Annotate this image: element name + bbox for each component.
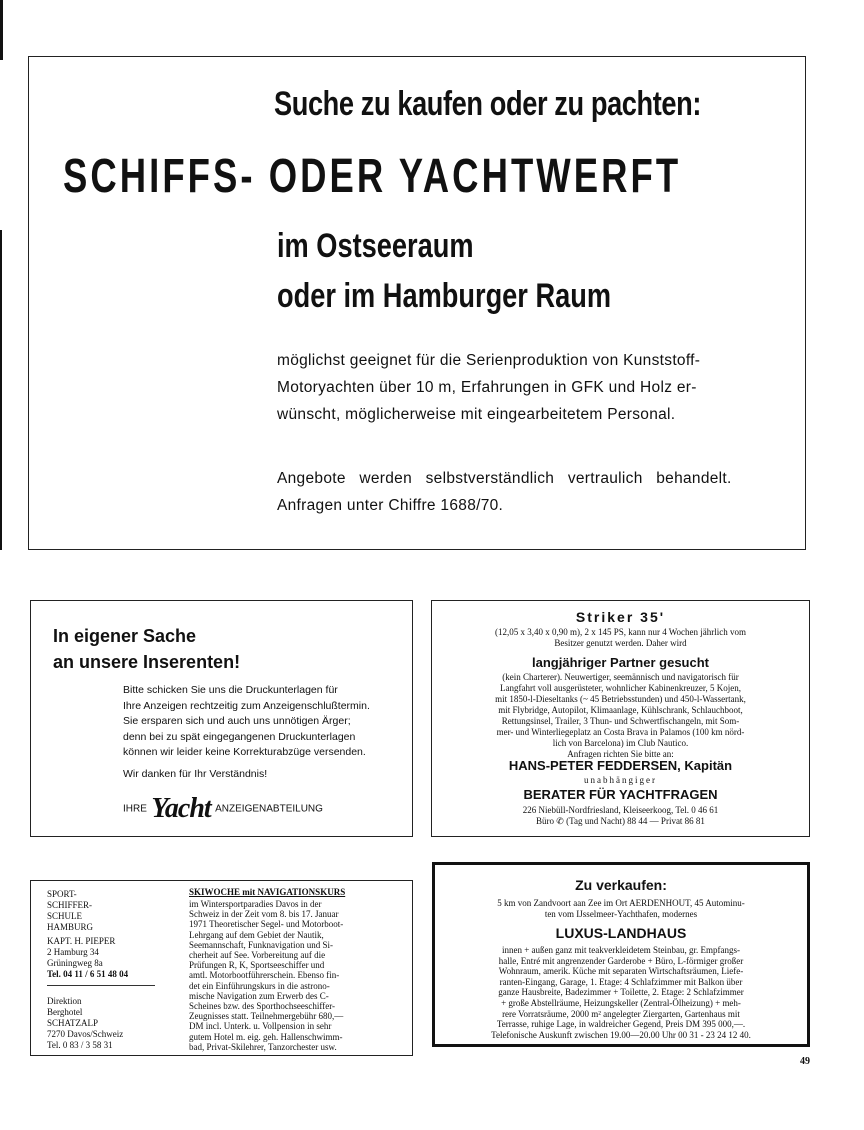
- striker-name: HANS-PETER FEDDERSEN, Kapitän: [508, 758, 733, 773]
- notice-body-line: Bitte schicken Sie uns die Druckunterlagen für: [123, 684, 338, 696]
- main-ad: [28, 56, 806, 550]
- striker-specs-line: (12,05 x 3,40 x 0,90 m), 2 x 145 PS, kann nur 4 Wochen jährlich vom: [494, 627, 747, 637]
- school-address-line: Grüningweg 8a: [47, 958, 103, 968]
- school-body-line: gutem Hotel m. eig. geh. Hallenschwimm-: [189, 1031, 343, 1042]
- school-body-line: 1971 Theoretischer Segel- und Motorboot-: [189, 919, 344, 930]
- landhaus-body-line: ganze Hausbreite, Badezimmer + Toilette, 2. Etage: 2 Schlafzimmer: [498, 987, 744, 998]
- school-body-line: Lehrgang auf dem Gebiet der Nautik,: [189, 929, 324, 940]
- school-owner: KAPT. H. PIEPER: [47, 936, 116, 946]
- school-hotel-line: 7270 Davos/Schweiz: [47, 1029, 124, 1039]
- notice-body: [123, 683, 370, 782]
- striker-body-line: lich von Barcelona) im Club Nautico.: [552, 738, 689, 748]
- school-body-line: im Wintersportparadies Davos in der: [189, 899, 322, 909]
- striker-role: BERATER FÜR YACHTFRAGEN: [523, 787, 718, 802]
- school-hotel-line: SCHATZALP: [47, 1018, 99, 1028]
- striker-body-line: Langfahrt voll ausgerüsteter, wohnlicher Kabinenkreuzer, 5 Kojen,: [500, 683, 741, 693]
- signature-suffix: ANZEIGENABTEILUNG: [215, 803, 323, 815]
- striker-body-line: Rettungsinsel, Trailer, 3 Thun- und Schwertfischangeln, mit Som-: [501, 716, 740, 726]
- notice-body-line: denn bei zu spät eingegangenen Druckunterlagen: [123, 730, 356, 743]
- landhaus-intro-line: 5 km von Zandvoort aan Zee im Ort AERDENHOUT, 45 Autominu-: [497, 898, 745, 908]
- main-ad-body-line: wünscht, möglicherweise mit eingearbeitetem Personal.: [277, 406, 676, 423]
- landhaus-body: [435, 945, 807, 1040]
- striker-specs-line: Besitzer genutzt werden. Daher wird: [554, 638, 687, 648]
- striker-body-line: (kein Charterer). Neuwertiger, seemännisch und navigatorisch für: [502, 672, 739, 682]
- striker-body-line: mer- und Winterliegeplatz an Costa Brava in Palamos (100 km nörd-: [496, 727, 745, 737]
- notice-title: [53, 623, 240, 675]
- signature-prefix: IHRE: [123, 803, 147, 815]
- school-body: [189, 899, 343, 1052]
- landhaus-body-line: Terrasse, ruhige Lage, in waldreicher Gegend, Preis DM 395 000,—.: [496, 1019, 746, 1030]
- school-body-line: Schweiz in der Zeit vom 8. bis 17. Januar: [189, 909, 339, 920]
- notice-title-line: In eigener Sache: [53, 626, 197, 646]
- school-hotel-line: Tel. 0 83 / 3 58 31: [47, 1040, 113, 1050]
- school-body-line: Prüfungen R, K, Sportseeschiffer und: [189, 960, 325, 971]
- landhaus-body-line: ranten-Eingang, Garage, 1. Etage: 4 Schlafzimmer mit Balkon über: [499, 976, 743, 987]
- landhaus-heading: LUXUS-LANDHAUS: [555, 925, 687, 941]
- striker-phones: Büro ✆ (Tag und Nacht) 88 44 — Privat 86 81: [536, 816, 705, 826]
- striker-heading: langjähriger Partner gesucht: [532, 655, 709, 670]
- page-number: 49: [800, 1056, 810, 1067]
- landhaus-intro-line: ten vom IJsselmeer-Yachthafen, modernes: [544, 909, 698, 919]
- school-name: [47, 889, 128, 980]
- school-heading: SKIWOCHE mit NAVIGATIONSKURS: [189, 887, 346, 897]
- school-hotel-line: Berghotel: [47, 1007, 83, 1017]
- landhaus-ad: [432, 862, 810, 1047]
- landhaus-body-line: Wohnraum, amerik. Küche mit separaten Wirtschaftsräumen, Liefe-: [498, 966, 744, 977]
- school-tel: Tel. 04 11 / 6 51 48 04: [47, 969, 129, 979]
- notice-ad: [30, 600, 413, 837]
- landhaus-body-line: halle, Entré mit angrenzender Garderobe + Büro, L-förmiger großer: [498, 955, 744, 966]
- school-body-line: DM incl. Unterk. u. Vollpension in sehr: [189, 1021, 332, 1032]
- school-name-line: HAMBURG: [47, 922, 94, 932]
- school-body-line: amtl. Motorbootführerschein. Ebenso fin-: [189, 970, 340, 981]
- school-name-line: SCHIFFER-: [47, 900, 93, 910]
- landhaus-body-line: rere Vorratsräume, 2000 m² angelegter Ziergarten, Gartenhaus mit: [502, 1008, 740, 1019]
- striker-address-line: 226 Niebüll-Nordfriesland, Kleiseerkoog, Tel. 0 46 61: [522, 805, 719, 815]
- main-ad-headline: Suche zu kaufen oder zu pachten:: [274, 85, 701, 123]
- main-ad-closing-line: Angebote werden selbstverständlich vertraulich behandelt.: [277, 470, 732, 487]
- school-hotel: [47, 996, 123, 1051]
- school-body-line: Seemannschaft, Funknavigation und Si-: [189, 939, 333, 950]
- main-ad-closing-line: Anfragen unter Chiffre 1688/70.: [277, 497, 504, 514]
- school-body-line: det ein Einführungskurs in die astrono-: [189, 980, 330, 991]
- school-body-line: cherheit auf See. Vorbereitung auf die: [189, 950, 326, 961]
- notice-body-line: können wir leider keine Korrekturabzüge versenden.: [123, 746, 366, 758]
- school-body-line: bad, Privat-Skilehrer, Tanzorchester usw.: [189, 1041, 337, 1052]
- school-divider: [47, 985, 155, 986]
- landhaus-intro: [435, 898, 807, 920]
- main-ad-region-2: oder im Hamburger Raum: [277, 277, 612, 315]
- scan-edge-mark: [0, 0, 3, 60]
- landhaus-body-line: Telefonische Auskunft zwischen 19.00—20.00 Uhr 00 31 - 23 24 12 40.: [491, 1029, 751, 1040]
- school-ad: [30, 880, 413, 1056]
- notice-thanks: Wir danken für Ihr Verständnis!: [123, 767, 268, 780]
- striker-title: Striker 35': [575, 609, 666, 625]
- striker-address: [432, 805, 809, 827]
- main-ad-region-1: im Ostseeraum: [277, 227, 474, 265]
- main-ad-body-line: möglichst geeignet für die Serienproduktion von Kunststoff-: [277, 352, 701, 369]
- scan-edge-mark: [0, 230, 2, 550]
- notice-body-line: Ihre Anzeigen rechtzeitig zum Anzeigenschlußtermin.: [123, 699, 370, 712]
- notice-signature: [123, 793, 323, 823]
- notice-body-line: Sie ersparen sich und auch uns unnötigen Ärger;: [123, 715, 351, 727]
- landhaus-body-line: + große Abstellräume, Heizungskeller (Zentral-Ölheizung) + meh-: [501, 997, 741, 1008]
- landhaus-title: Zu verkaufen:: [575, 877, 667, 893]
- notice-title-line: an unsere Inserenten!: [53, 652, 241, 672]
- striker-independent: unabhängiger: [584, 775, 657, 785]
- school-hotel-line: Direktion: [47, 996, 82, 1006]
- striker-body-line: mit Flybridge, Autopilot, Klimaanlage, Kühlschrank, Schlauchboot,: [498, 705, 743, 715]
- striker-body: [432, 672, 809, 760]
- main-ad-body-line: Motoryachten über 10 m, Erfahrungen in GFK und Holz er-: [277, 379, 697, 396]
- striker-body-line: mit 1850-l-Dieseltanks (~ 45 Betriebsstunden) und 450-l-Wassertank,: [495, 694, 746, 704]
- main-ad-title: SCHIFFS- ODER YACHTWERFT: [63, 150, 682, 203]
- yacht-logo: Yacht: [151, 793, 211, 824]
- school-body-line: mische Navigation zum Erwerb des C-: [189, 990, 329, 1001]
- school-name-line: SPORT-: [47, 889, 77, 899]
- main-ad-closing: [277, 465, 732, 519]
- school-name-line: SCHULE: [47, 911, 83, 921]
- main-ad-body: [277, 347, 700, 428]
- striker-specs: [432, 627, 809, 649]
- school-address-line: 2 Hamburg 34: [47, 947, 99, 957]
- school-body-line: Scheines bzw. des Sporthochseeschiffer-: [189, 1001, 336, 1012]
- school-body-line: Zeugnisses statt. Teilnehmergebühr 680,—: [189, 1011, 344, 1022]
- striker-ad: [431, 600, 810, 837]
- striker-contact: Anfragen richten Sie bitte an:: [567, 749, 674, 759]
- landhaus-body-line: innen + außen ganz mit teakverkleidetem Steinbau, gr. Empfangs-: [501, 945, 740, 955]
